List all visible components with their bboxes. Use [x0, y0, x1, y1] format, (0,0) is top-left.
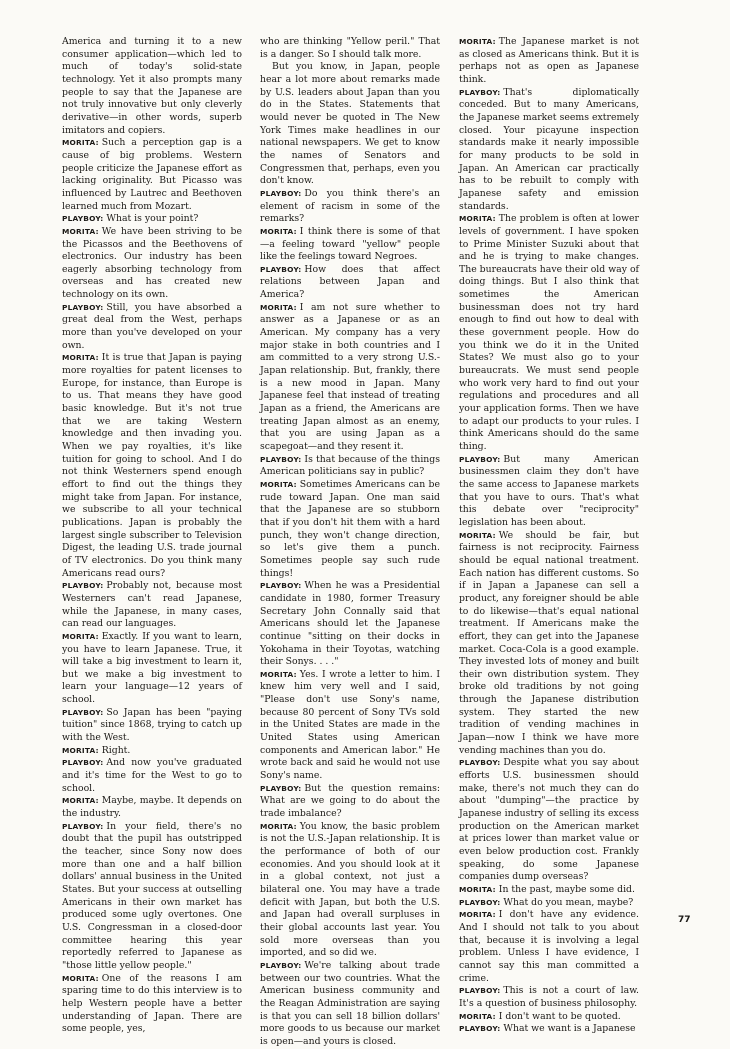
speaker-label: PLAYBOY:: [260, 581, 302, 591]
speaker-label: PLAYBOY:: [459, 986, 501, 996]
interview-paragraph: [459, 884, 639, 897]
paragraph-text: It is true that Japan is paying more royalties for patent licenses to Europe, for instance, than Europe is to us. That means they have good basic knowledge. But it's not true that we are taking Western knowledge and then invading you. When we pay royalties, it's like tuition for going to school. And I do not think Westerners spend enough effort to find out the things they might take from Japan. For instance, we subscribe to all your technical publications. Japan is probably the largest single subscriber to Television Digest, the leading U.S. trade journal of TV electronics. Do you think many Americans read ours?: [62, 352, 242, 579]
interview-paragraph: [459, 530, 639, 758]
speaker-label: PLAYBOY:: [459, 87, 501, 97]
speaker-label: PLAYBOY:: [62, 758, 104, 768]
paragraph-text: I am not sure whether to answer as a Japanese or as an American. My company has a very major stake in both countries and I am committed to a very strong U.S.-Japan relationship. But, frankly, there is a new mood in Japan. Many Japanese feel that instead of treating Japan as a friend, the Americans are treating Japan almost as an enemy, that you are using Japan as a scapegoat—and they resent it.: [260, 301, 440, 452]
speaker-label: PLAYBOY:: [62, 302, 104, 312]
paragraph-text: who are thinking "Yellow peril." That is a danger. So I should talk more.: [260, 36, 440, 60]
paragraph-text: You know, the basic problem is not the U.S.-Japan relationship. It is the performance of both of our economies. And you should look at it in a global context, not just a bilateral one. You may have a trade deficit with Japan, but both the U.S. and Japan had overall surpluses in their global accounts last year. You sold more overseas than you imported, and so did we.: [260, 820, 440, 959]
interview-paragraph: [459, 757, 639, 884]
speaker-label: MORITA:: [260, 226, 297, 236]
paragraph-text: We should be fair, but fairness is not reciprocity. Fairness should be equal national treatment. Each nation has different customs. So if in Japan a Japanese can sell a product, any foreigner should be able to do likewise—that's equal national treatment. If Americans make the effort, they can get into the Japanese market. Coca-Cola is a good example. They invested lots of money and built their own distribution system. They broke old traditions by not going through the Japanese distribution system. They started the new tradition of vending machines in Japan—now I think we have more vending machines than you do.: [459, 529, 639, 756]
interview-paragraph: [62, 973, 242, 1036]
speaker-label: MORITA:: [62, 138, 99, 148]
speaker-label: MORITA:: [62, 631, 99, 641]
interview-paragraph: [459, 985, 639, 1010]
interview-paragraph: [62, 137, 242, 213]
interview-paragraph: [62, 302, 242, 353]
speaker-label: MORITA:: [62, 745, 99, 755]
paragraph-text: I don't want to be quoted.: [498, 1010, 621, 1022]
paragraph-text: That's diplomatically conceded. But to many Americans, the Japanese market seems extremely closed. Your picayune inspection standards make it nearly impossible for many products to be sold in Japan. An American car practically has to be rebuilt to comply with Japanese safety and emission standards.: [459, 86, 639, 212]
paragraph-text: We have been striving to be the Picassos and the Beethovens of electronics. Our industry has been eagerly absorbing technology from overseas and has created new technology on its own.: [62, 225, 242, 301]
paragraph-text: Is that because of the things American politicians say in public?: [260, 453, 440, 478]
speaker-label: MORITA:: [459, 910, 496, 920]
text-column-1: [62, 36, 242, 1035]
paragraph-text: This is not a court of law. It's a question of business philosophy.: [459, 985, 639, 1009]
paragraph-text: But you know, in Japan, people hear a lot more about remarks made by U.S. leaders about Japan than you do in the States. Statements that would never be quoted in The New York Times make headlines in our national newspapers. We get to know the names of Senators and Congressmen that, perhaps, even you don't know.: [260, 61, 440, 187]
interview-paragraph: [62, 821, 242, 973]
speaker-label: MORITA:: [260, 302, 297, 312]
speaker-label: PLAYBOY:: [459, 758, 501, 768]
interview-paragraph: [62, 226, 242, 302]
interview-paragraph: [260, 821, 440, 960]
paragraph-text: Maybe, maybe. It depends on the industry.: [62, 795, 242, 820]
paragraph-text: How does that affect relations between Japan and America?: [260, 263, 440, 301]
interview-paragraph: [260, 302, 440, 454]
interview-paragraph: [62, 745, 242, 758]
interview-paragraph: [62, 213, 242, 226]
interview-paragraph: [260, 960, 440, 1049]
interview-paragraph: [260, 479, 440, 580]
interview-paragraph: [62, 36, 242, 137]
paragraph-text: America and turning it to a new consumer application—which led to much of today's solid-state technology. Yet it also prompts many people to say that the Japanese are not truly innovative but only cleverly derivative—in other words, superb imitators and copiers.: [62, 36, 242, 136]
paragraph-text: The Japanese market is not as closed as Americans think. But it is perhaps not as open as Japanese think.: [459, 36, 639, 85]
interview-paragraph: [260, 580, 440, 669]
speaker-label: PLAYBOY:: [62, 707, 104, 717]
interview-paragraph: [260, 454, 440, 479]
interview-paragraph: [62, 795, 242, 820]
interview-paragraph: [459, 897, 639, 910]
interview-paragraph: [62, 352, 242, 580]
interview-paragraph: [260, 669, 440, 783]
paragraph-text: I think there is some of that—a feeling toward "yellow" people like the feelings toward Negroes.: [260, 225, 440, 263]
paragraph-text: Do you think there's an element of racism in some of the remarks?: [260, 187, 440, 225]
speaker-label: PLAYBOY:: [62, 214, 104, 224]
interview-paragraph: [260, 188, 440, 226]
paragraph-text: Yes. I wrote a letter to him. I knew him very well and I said, "Please don't use Sony's name, because 80 percent of Sony TVs sold in the United States are made in the United States using American components and American labor." He wrote back and said he would not use Sony's name.: [260, 668, 440, 782]
speaker-label: PLAYBOY:: [260, 264, 302, 274]
interview-paragraph: [62, 707, 242, 745]
interview-paragraph: [459, 909, 639, 985]
interview-paragraph: [459, 87, 639, 214]
speaker-label: MORITA:: [260, 479, 297, 489]
paragraph-text: I don't have any evidence. And I should not talk to you about that, because it is involving a legal problem. Unless I have evidence, I cannot say this man committed a crime.: [459, 909, 639, 984]
speaker-label: MORITA:: [62, 973, 99, 983]
text-column-2: [260, 36, 440, 1047]
paragraph-text: So Japan has been "paying tuition" since 1868, trying to catch up with the West.: [62, 706, 242, 744]
paragraph-text: Sometimes Americans can be rude toward Japan. One man said that the Japanese are so stubborn that if you don't hit them with a hard punch, they won't change direction, so let's give them a punch. Sometimes people say such rude things!: [260, 478, 440, 579]
interview-paragraph: [260, 783, 440, 821]
interview-paragraph: [62, 631, 242, 707]
speaker-label: MORITA:: [459, 530, 496, 540]
paragraph-text: And now you've graduated and it's time for the West to go to school.: [62, 757, 242, 794]
interview-paragraph: [62, 757, 242, 795]
paragraph-text: What is your point?: [106, 213, 199, 225]
interview-paragraph: [62, 580, 242, 631]
interview-paragraph: [459, 36, 639, 87]
interview-paragraph: [260, 226, 440, 264]
paragraph-text: When he was a Presidential candidate in 1980, former Treasury Secretary John Connally said that Americans should let the Japanese continue "sitting on their docks in Yokohama in their Toyotas, watching their Sonys. . . .": [260, 580, 440, 668]
speaker-label: PLAYBOY:: [260, 960, 302, 970]
paragraph-text: One of the reasons I am sparing time to do this interview is to help Western people have a better understanding of Japan. There are some people, yes,: [62, 972, 242, 1035]
speaker-label: PLAYBOY:: [62, 821, 104, 831]
page-number: 77: [678, 915, 691, 925]
text-column-3: [459, 36, 639, 1035]
paragraph-text: Probably not, because most Westerners can't read Japanese, while the Japanese, in many cases, can read our languages.: [62, 580, 242, 630]
paragraph-text: What do you mean, maybe?: [503, 896, 634, 908]
interview-paragraph: [260, 264, 440, 302]
speaker-label: MORITA:: [459, 1011, 496, 1021]
speaker-label: PLAYBOY:: [459, 1024, 501, 1034]
speaker-label: MORITA:: [260, 669, 297, 679]
speaker-label: MORITA:: [62, 796, 99, 806]
speaker-label: PLAYBOY:: [260, 783, 302, 793]
paragraph-text: In the past, maybe some did.: [498, 883, 635, 895]
interview-paragraph: [459, 454, 639, 530]
paragraph-text: Still, you have absorbed a great deal from the West, perhaps more than you've developed on your own.: [62, 301, 242, 351]
interview-paragraph: [459, 1023, 639, 1036]
speaker-label: MORITA:: [260, 821, 297, 831]
paragraph-text: The problem is often at lower levels of government. I have spoken to Prime Minister Suzuki about that and he is trying to make changes. The bureaucrats have their old way of doing things. But I also think that sometimes the American businessman does not try hard enough to find out how to deal with these government people. How do you think we do it in the United States? We must also go to your bureaucrats. We must send people who work very hard to find out your regulations and procedures and all your application forms. Then we have to adapt our products to your rules. I think Americans should do the same thing.: [459, 213, 639, 452]
paragraph-text: Right.: [101, 744, 131, 756]
paragraph-text: Despite what you say about efforts U.S. businessmen should make, there's not much they can do about "dumping"—the practice by Japanese industry of selling its excess production on the American market at prices lower than market value or even below production cost. Frankly speaking, do some Japanese companies dump overseas?: [459, 757, 639, 883]
speaker-label: PLAYBOY:: [62, 581, 104, 591]
interview-paragraph: [459, 1011, 639, 1024]
speaker-label: MORITA:: [459, 37, 496, 46]
interview-paragraph: [260, 36, 440, 61]
paragraph-text: In your field, there's no doubt that the pupil has outstripped the teacher, since Sony now does more than one and a half billion dollars' annual business in the United States. But your success at outselling Americans in their own market has produced some ugly overtones. One U.S. Congressman in a closed-door committee hearing this year reportedly referred to Japanese as "those little yellow people.": [62, 820, 242, 971]
speaker-label: PLAYBOY:: [260, 188, 302, 198]
speaker-label: MORITA:: [459, 884, 496, 894]
paragraph-text: What we want is a Japanese: [503, 1023, 636, 1035]
interview-paragraph: [260, 61, 440, 188]
paragraph-text: But the question remains: What are we going to do about the trade imbalance?: [260, 782, 440, 820]
speaker-label: MORITA:: [459, 214, 496, 224]
speaker-label: MORITA:: [62, 353, 99, 363]
paragraph-text: But many American businessmen claim they don't have the same access to Japanese markets that you have to ours. That's what this debate over "reciprocity" legislation has been about.: [459, 453, 639, 528]
speaker-label: PLAYBOY:: [459, 454, 501, 464]
speaker-label: PLAYBOY:: [260, 454, 302, 464]
speaker-label: MORITA:: [62, 226, 99, 236]
paragraph-text: We're talking about trade between our two countries. What the American business community and the Reagan Administration are saying is that you can sell 18 billion dollars' more goods to us because our market is open—and yours is closed.: [260, 959, 440, 1047]
interview-paragraph: [459, 213, 639, 453]
paragraph-text: Such a perception gap is a cause of big problems. Western people criticize the Japanese effort as lacking originality. But Picasso was influenced by Lautrec and Beethoven learned much from Mozart.: [62, 137, 242, 212]
speaker-label: PLAYBOY:: [459, 897, 501, 907]
paragraph-text: Exactly. If you want to learn, you have to learn Japanese. True, it will take a big investment to learn it, but we make a big investment to learn your language—12 years of school.: [62, 630, 242, 706]
